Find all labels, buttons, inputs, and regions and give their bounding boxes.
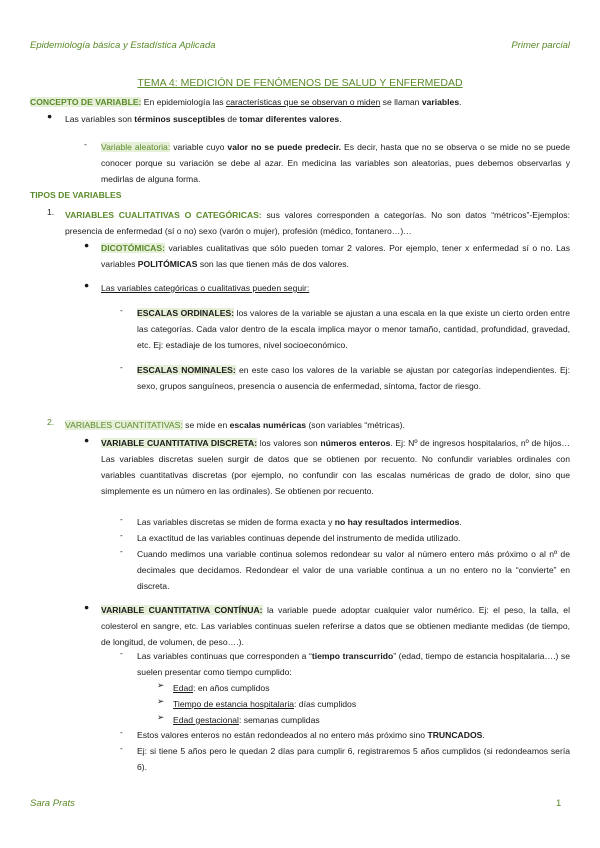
- dash-icon: -: [120, 305, 123, 315]
- escalas-intro: Las variables categóricas o cualitativas pueden seguir:: [101, 283, 310, 293]
- dash-icon: -: [120, 530, 123, 540]
- discreta-item-1-end: .: [459, 517, 462, 527]
- discreta-item-3: Cuando medimos una variable continua solemos redondear su valor al número entero más próximo o al nº de decimales que decidamos. Redondear el valor de una variable continua a un no entero no la “convierte” en discreta.: [137, 549, 570, 591]
- continua-sub-item: [173, 712, 570, 728]
- bullet-icon: ●: [47, 111, 53, 121]
- bullet-icon: ●: [84, 280, 90, 290]
- discreta-label: VARIABLE CUANTITATIVA DISCRETA:: [101, 438, 258, 448]
- continua-item-2-bold: TRUNCADOS: [427, 730, 483, 740]
- continua-item-1-text-1: Las variables continuas que corresponden a “: [137, 651, 312, 661]
- cuantitativas-text-2: (son variables “métricas).: [306, 420, 405, 430]
- header-exam: Primer parcial: [511, 40, 570, 51]
- continua-sub-item: [173, 696, 570, 712]
- continua-label: VARIABLE CUANTITATIVA CONTÍNUA:: [101, 605, 263, 615]
- concepto-text-1: En epidemiología las: [141, 97, 226, 107]
- continua-text: la variable puede adoptar cualquier valor numérico. Ej: el peso, la talla, el colesterol en sangre, etc. Las variables continuas suelen referirse a datos que se obtienen mediante medidas (de tiempo, de longitud, de volumen, de peso….).: [101, 605, 570, 647]
- dash-icon: -: [84, 139, 87, 149]
- discreta-item-1-bold: no hay resultados intermedios: [334, 517, 460, 527]
- dash-icon: -: [120, 648, 123, 658]
- aleatoria-text-2: Es decir, hasta que no se observa o se mide no se puede conocer porque su variación se debe al azar. En medicina las variables son aleatorias, pues debemos observarlas y medirlas de alguna forma.: [101, 142, 570, 184]
- ordinales-paragraph: [137, 305, 570, 353]
- sub-item-underlined: Tiempo de estancia hospitalaria: [173, 699, 295, 709]
- sub-item-text: : días cumplidos: [294, 699, 357, 709]
- sub-item-underlined: Edad gestacional: [173, 715, 239, 725]
- continua-sub-item: [173, 680, 570, 696]
- concepto-paragraph: [30, 94, 570, 110]
- dicotomicas-paragraph: [101, 240, 570, 272]
- bullet-terminos: [65, 111, 570, 127]
- discreta-paragraph: [101, 435, 570, 499]
- dicotomicas-label: DICOTÓMICAS:: [101, 243, 165, 253]
- page-title: TEMA 4: MEDICIÓN DE FENÓMENOS DE SALUD Y ENFERMEDAD: [137, 77, 463, 89]
- bullet1-text-2: de: [225, 114, 240, 124]
- cualitativas-paragraph: [65, 207, 570, 239]
- discreta-text-1: los valores son: [257, 438, 321, 448]
- footer-author: Sara Prats: [30, 798, 75, 809]
- cualitativas-text: sus valores corresponden a categorías. No son datos “métricos”-Ejemplos: presencia de enfermedad (sí o no) sexo (varón o mujer), profesión (médico, fontanero…)…: [65, 210, 570, 236]
- continua-item-1-text-2: ” (edad, tiempo de estancia hospitalaria….) se suelen presentar como tiempo cumplido:: [137, 651, 570, 677]
- list-number-2: 2.: [47, 417, 55, 427]
- sub-item-underlined: Edad: [173, 683, 194, 693]
- concepto-text-3: .: [459, 97, 462, 107]
- section-heading-tipos: TIPOS DE VARIABLES: [30, 190, 122, 200]
- aleatoria-paragraph: [101, 139, 570, 187]
- continua-item-1-bold: tiempo transcurrido: [311, 651, 394, 661]
- aleatoria-text-1: variable cuyo: [170, 142, 228, 152]
- arrow-bullet-icon: ➢: [157, 680, 165, 690]
- header-course: Epidemiología básica y Estadística Aplicada: [30, 40, 216, 51]
- bullet1-text-1: Las variables son: [65, 114, 135, 124]
- dicotomicas-text-1: variables cualitativas que sólo pueden tomar 2 valores. Por ejemplo, tener x enfermedad sí o no. Las variables: [101, 243, 570, 269]
- concepto-underlined: características que se observan o miden: [225, 97, 381, 107]
- ordinales-text: los valores de la variable se ajustan a una escala en la que existe un cierto orden entre las categorías. Cada valor dentro de la escala implica mayor o menor tamaño, cantidad, profundidad, gravedad, etc. Ej: estadiaje de los tumores, nivel socioeconómico.: [137, 308, 570, 350]
- bullet1-bold-1: términos susceptibles: [134, 114, 226, 124]
- bullet-icon: ●: [84, 602, 90, 612]
- bullet1-bold-2: tomar diferentes valores: [239, 114, 340, 124]
- concepto-bold: variables: [421, 97, 460, 107]
- concepto-text-2: se llaman: [380, 97, 422, 107]
- nominales-label: ESCALAS NOMINALES:: [137, 365, 236, 375]
- dash-icon: -: [120, 514, 123, 524]
- nominales-text: en este caso los valores de la variable se ajustan por categorías independientes. Ej: sexo, grupos sanguíneos, presencia o ausencia de enfermedad, síntoma, factor de riesgo.: [137, 365, 570, 391]
- dash-icon: -: [120, 362, 123, 372]
- dicotomicas-text-2: son las que tienen más de dos valores.: [197, 259, 349, 269]
- bullet-icon: ●: [84, 435, 90, 445]
- arrow-bullet-icon: ➢: [157, 696, 165, 706]
- continua-item-1: [137, 648, 570, 680]
- continua-item-2-text: Estos valores enteros no están redondeados al no entero más próximo sino: [137, 730, 428, 740]
- discreta-bold: números enteros: [320, 438, 391, 448]
- continua-item-2-end: .: [482, 730, 485, 740]
- arrow-bullet-icon: ➢: [157, 712, 165, 722]
- continua-paragraph: [101, 602, 570, 650]
- ordinales-label: ESCALAS ORDINALES:: [137, 308, 235, 318]
- discreta-item-2: La exactitud de las variables continuas depende del instrumento de medida utilizado.: [137, 533, 461, 543]
- cualitativas-label: VARIABLES CUALITATIVAS O CATEGÓRICAS:: [65, 210, 262, 220]
- list-number-1: 1.: [47, 207, 55, 217]
- concepto-label: CONCEPTO DE VARIABLE:: [30, 97, 142, 107]
- dash-icon: -: [120, 546, 123, 556]
- cuantitativas-label: VARIABLES CUANTITATIVAS:: [65, 420, 183, 430]
- nominales-paragraph: [137, 362, 570, 394]
- sub-item-text: : semanas cumplidas: [238, 715, 320, 725]
- discreta-item-1: [137, 514, 570, 530]
- continua-item-2: [137, 727, 570, 743]
- discreta-text-2: . Ej: Nº de ingresos hospitalarios, nº de hijos… Las variables discretas suelen surgir de datos que se obtienen por recuento. No confundir variables ordinales con variables cuantitativas discretas (por ejemplo, no confundir con las escalas numéricas de grado de dolor, sino que simplemente es un número en las ordinales). Se obtienen por recuento.: [101, 438, 570, 496]
- aleatoria-label: Variable aleatoria:: [101, 142, 171, 152]
- continua-item-3: Ej: si tiene 5 años pero le quedan 2 días para cumplir 6, registraremos 5 años cumplidos (si redondeamos sería 6).: [137, 746, 570, 772]
- bullet-icon: ●: [84, 240, 90, 250]
- dash-icon: -: [120, 727, 123, 737]
- sub-item-text: : en años cumplidos: [193, 683, 270, 693]
- politomicas-bold: POLITÓMICAS: [137, 259, 198, 269]
- discreta-item-1-text: Las variables discretas se miden de forma exacta y: [137, 517, 335, 527]
- page-number: 1: [556, 798, 562, 809]
- cuantitativas-text-1: se mide en: [182, 420, 230, 430]
- dash-icon: -: [120, 743, 123, 753]
- bullet1-text-3: .: [339, 114, 342, 124]
- cuantitativas-paragraph: [65, 417, 570, 433]
- cuantitativas-bold: escalas numéricas: [229, 420, 307, 430]
- aleatoria-bold: valor no se puede predecir.: [227, 142, 342, 152]
